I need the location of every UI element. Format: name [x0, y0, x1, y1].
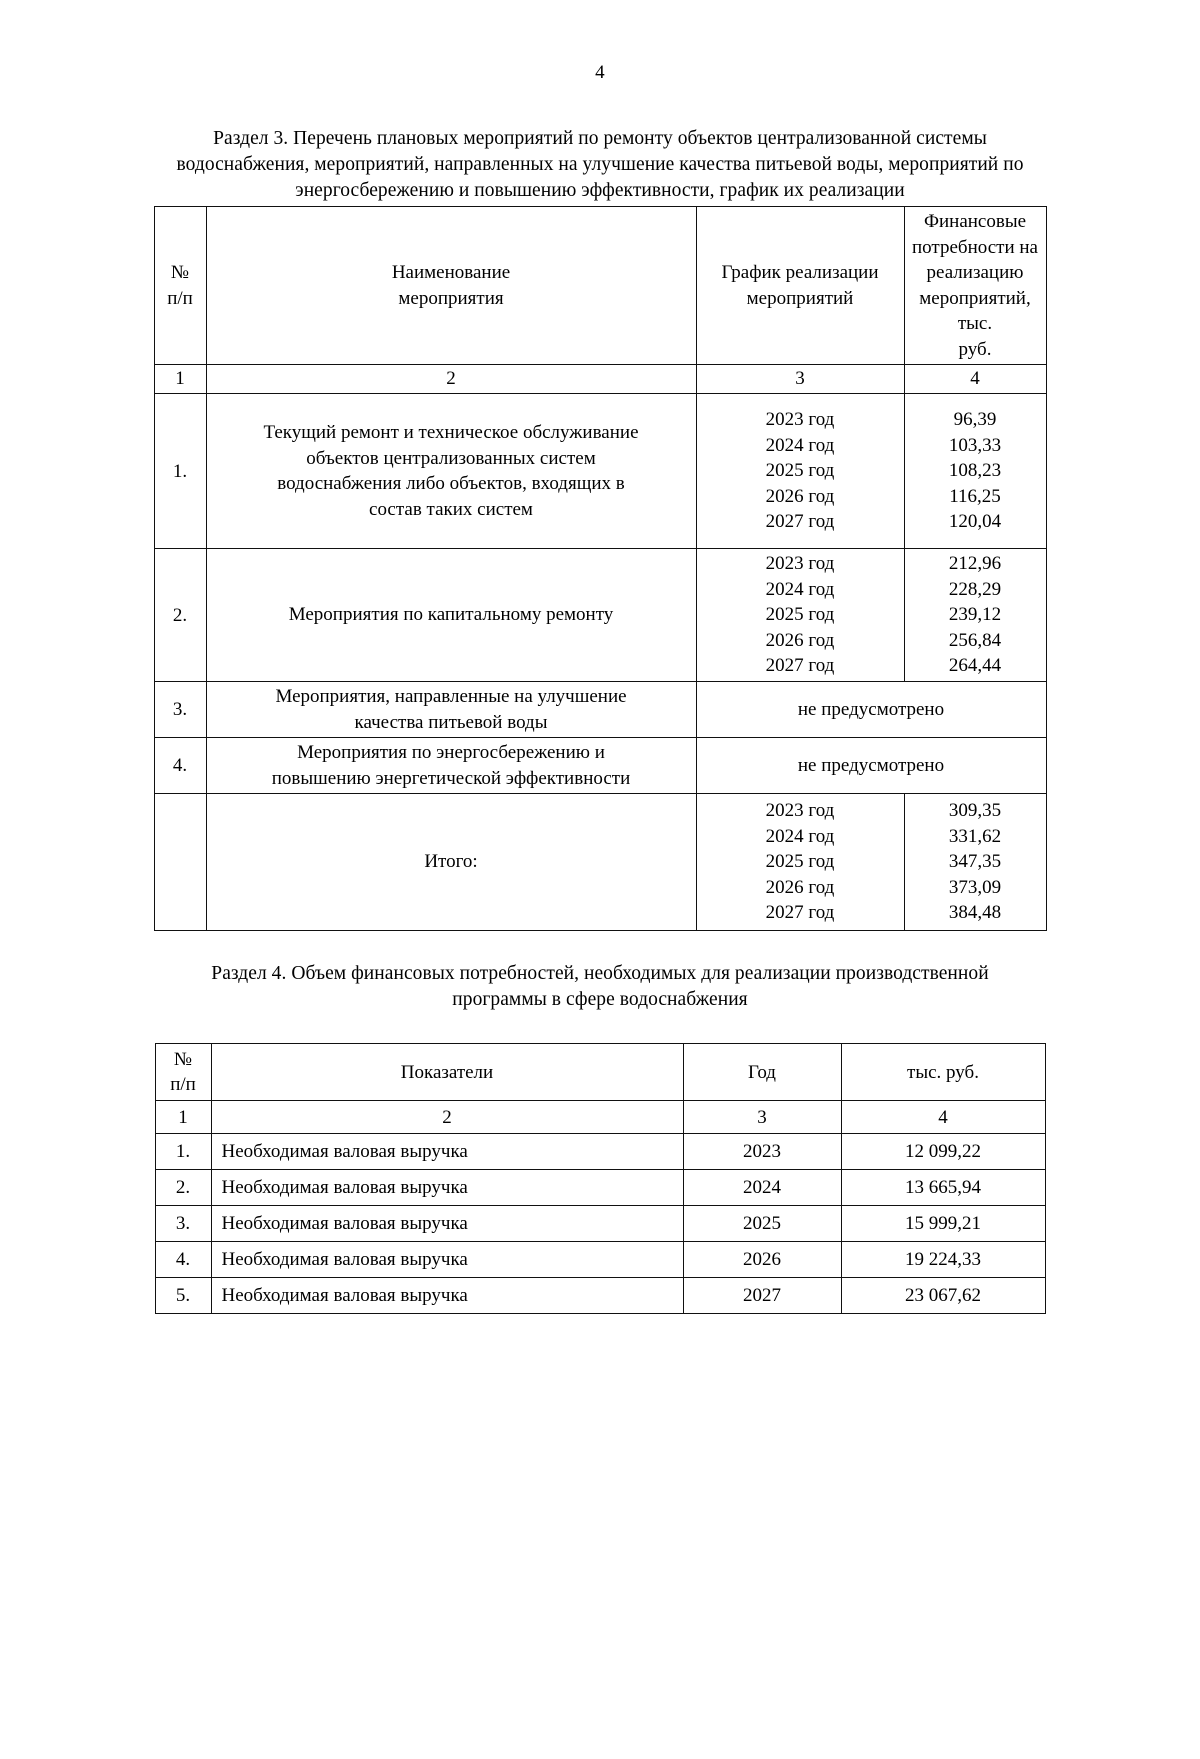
- row-number: 1.: [154, 394, 206, 549]
- row-indicator: Необходимая валовая выручка: [211, 1170, 683, 1206]
- table-column-numbering-row: [155, 1101, 1045, 1134]
- amount-value: 347,35: [948, 851, 1002, 873]
- measure-name-line: объектов централизованных систем: [306, 447, 596, 469]
- table-row: [155, 1134, 1045, 1170]
- amount-value: 384,48: [948, 902, 1002, 924]
- row-amounts: [904, 794, 1046, 931]
- amount-value: 239,12: [948, 604, 1002, 626]
- row-total-label: [206, 794, 696, 931]
- header-cell-indicators: Показатели: [211, 1044, 683, 1101]
- schedule-year: 2025 год: [765, 604, 835, 626]
- table-row: [155, 1170, 1045, 1206]
- measure-name-line: водоснабжения либо объектов, входящих в: [277, 473, 625, 494]
- measure-name-line: Текущий ремонт и техническое обслуживание: [263, 422, 639, 443]
- measure-name-line: Мероприятия по капитальному ремонту: [288, 604, 614, 626]
- schedule-year: 2025 год: [765, 851, 835, 873]
- row-not-provided-value: не предусмотрено: [696, 682, 1046, 738]
- row-amounts: [904, 549, 1046, 682]
- row-year: 2025: [683, 1206, 841, 1242]
- row-year: 2023: [683, 1134, 841, 1170]
- table-row: [155, 1242, 1045, 1278]
- schedule-year: 2023 год: [765, 553, 835, 575]
- section-3-table: [154, 206, 1047, 931]
- row-number: 5.: [155, 1278, 211, 1314]
- schedule-year: 2026 год: [765, 876, 835, 898]
- schedule-year: 2025 год: [765, 460, 835, 482]
- row-number: 3.: [155, 1206, 211, 1242]
- amount-value: 309,35: [948, 800, 1002, 822]
- header-schedule-line-1: График реализации: [721, 262, 879, 283]
- column-number-4: 4: [904, 365, 1046, 394]
- row-amount: 19 224,33: [841, 1242, 1045, 1278]
- column-number-2: 2: [211, 1101, 683, 1134]
- table-header-row: [154, 207, 1046, 365]
- section-3-heading: [153, 126, 1048, 204]
- schedule-year: 2024 год: [765, 825, 835, 847]
- row-number: 2.: [155, 1170, 211, 1206]
- table-header-row: [155, 1044, 1045, 1101]
- amount-value: 103,33: [948, 434, 1002, 456]
- amount-value: 108,23: [948, 460, 1002, 482]
- header-number-line-2: п/п: [167, 287, 193, 309]
- row-indicator: Необходимая валовая выручка: [211, 1278, 683, 1314]
- header-cell-financial-needs: [904, 207, 1046, 365]
- header-cell-number: [155, 1044, 211, 1101]
- column-number-4: 4: [841, 1101, 1045, 1134]
- column-number-1: 1: [155, 1101, 211, 1134]
- row-number: 4.: [155, 1242, 211, 1278]
- section-3-heading-line-2: водоснабжения, мероприятий, направленных на улучшение качества питьевой воды, мероприятий по: [176, 154, 1024, 175]
- row-amount: 23 067,62: [841, 1278, 1045, 1314]
- schedule-year: 2023 год: [765, 800, 835, 822]
- schedule-year: 2026 год: [765, 485, 835, 507]
- document-page: [0, 62, 1200, 1759]
- header-name-line-1: Наименование: [391, 262, 511, 283]
- section-4-heading-line-1: Раздел 4. Объем финансовых потребностей, необходимых для реализации производственной: [211, 963, 989, 984]
- section-4-heading-line-2: программы в сфере водоснабжения: [452, 989, 748, 1010]
- row-year: 2027: [683, 1278, 841, 1314]
- column-number-3: 3: [683, 1101, 841, 1134]
- section-4-table: [155, 1043, 1046, 1314]
- amount-value: 116,25: [949, 485, 1001, 507]
- section-3-heading-line-1: Раздел 3. Перечень плановых мероприятий по ремонту объектов централизованной системы: [213, 128, 987, 149]
- schedule-year: 2027 год: [765, 511, 835, 533]
- column-number-2: 2: [206, 365, 696, 394]
- measure-name-line: повышению энергетической эффективности: [271, 767, 631, 789]
- table-row: [154, 738, 1046, 794]
- row-amounts: [904, 394, 1046, 549]
- row-number: 3.: [154, 682, 206, 738]
- table-row: [155, 1206, 1045, 1242]
- table-total-row: [154, 794, 1046, 931]
- header-cell-name: [206, 207, 696, 365]
- schedule-year: 2024 год: [765, 434, 835, 456]
- measure-name-line: состав таких систем: [369, 498, 533, 520]
- column-number-1: 1: [154, 365, 206, 394]
- header-financial-line-2: потребности на: [912, 236, 1038, 258]
- row-measure-name: [206, 738, 696, 794]
- header-financial-line-1: Финансовые: [923, 211, 1027, 232]
- table-column-numbering-row: [154, 365, 1046, 394]
- row-indicator: Необходимая валовая выручка: [211, 1134, 683, 1170]
- amount-value: 256,84: [948, 629, 1002, 651]
- table-row: [154, 394, 1046, 549]
- amount-value: 212,96: [948, 553, 1002, 575]
- row-number: 4.: [154, 738, 206, 794]
- header-schedule-line-2: мероприятий: [746, 287, 854, 309]
- row-measure-name: [206, 549, 696, 682]
- table-row: [155, 1278, 1045, 1314]
- header-cell-year: Год: [683, 1044, 841, 1101]
- measure-name-line: Мероприятия по энергосбережению и: [297, 742, 605, 763]
- row-schedule: [696, 394, 904, 549]
- header-financial-line-3: реализацию: [926, 262, 1024, 283]
- header-cell-number: [154, 207, 206, 365]
- row-amount: 13 665,94: [841, 1170, 1045, 1206]
- row-indicator: Необходимая валовая выручка: [211, 1242, 683, 1278]
- row-schedule: [696, 549, 904, 682]
- header-cell-schedule: [696, 207, 904, 365]
- page-number: 4: [595, 62, 605, 83]
- amount-value: 228,29: [948, 578, 1002, 600]
- schedule-year: 2023 год: [765, 409, 835, 431]
- section-3-heading-line-3: энергосбережению и повышению эффективности, график их реализации: [295, 180, 905, 201]
- amount-value: 264,44: [948, 655, 1002, 677]
- header-name-line-2: мероприятия: [398, 287, 504, 309]
- header-financial-line-5: руб.: [958, 338, 992, 360]
- section-4-heading: [150, 961, 1050, 1013]
- header-number-line-2: п/п: [170, 1074, 196, 1095]
- row-amount: 12 099,22: [841, 1134, 1045, 1170]
- row-indicator: Необходимая валовая выручка: [211, 1206, 683, 1242]
- row-amount: 15 999,21: [841, 1206, 1045, 1242]
- amount-value: 120,04: [948, 511, 1002, 533]
- row-year: 2024: [683, 1170, 841, 1206]
- header-number-line-1: №: [173, 1048, 193, 1070]
- total-label-text: Итого:: [424, 851, 478, 873]
- schedule-year: 2024 год: [765, 578, 835, 600]
- measure-name-line: Мероприятия, направленные на улучшение: [275, 686, 627, 707]
- row-measure-name: [206, 682, 696, 738]
- column-number-3: 3: [696, 365, 904, 394]
- row-not-provided-value: не предусмотрено: [696, 738, 1046, 794]
- measure-name-line: качества питьевой воды: [354, 711, 548, 733]
- row-number: 2.: [154, 549, 206, 682]
- schedule-year: 2027 год: [765, 655, 835, 677]
- row-number: 1.: [155, 1134, 211, 1170]
- schedule-year: 2027 год: [765, 902, 835, 924]
- row-measure-name: [206, 394, 696, 549]
- header-cell-thousand-rub: тыс. руб.: [841, 1044, 1045, 1101]
- row-year: 2026: [683, 1242, 841, 1278]
- amount-value: 331,62: [948, 825, 1002, 847]
- schedule-year: 2026 год: [765, 629, 835, 651]
- header-financial-line-4: мероприятий, тыс.: [919, 287, 1031, 334]
- amount-value: 96,39: [953, 409, 997, 431]
- table-row: [154, 549, 1046, 682]
- row-schedule: [696, 794, 904, 931]
- amount-value: 373,09: [948, 876, 1002, 898]
- header-number-line-1: №: [170, 262, 190, 283]
- row-number: [154, 794, 206, 931]
- table-row: [154, 682, 1046, 738]
